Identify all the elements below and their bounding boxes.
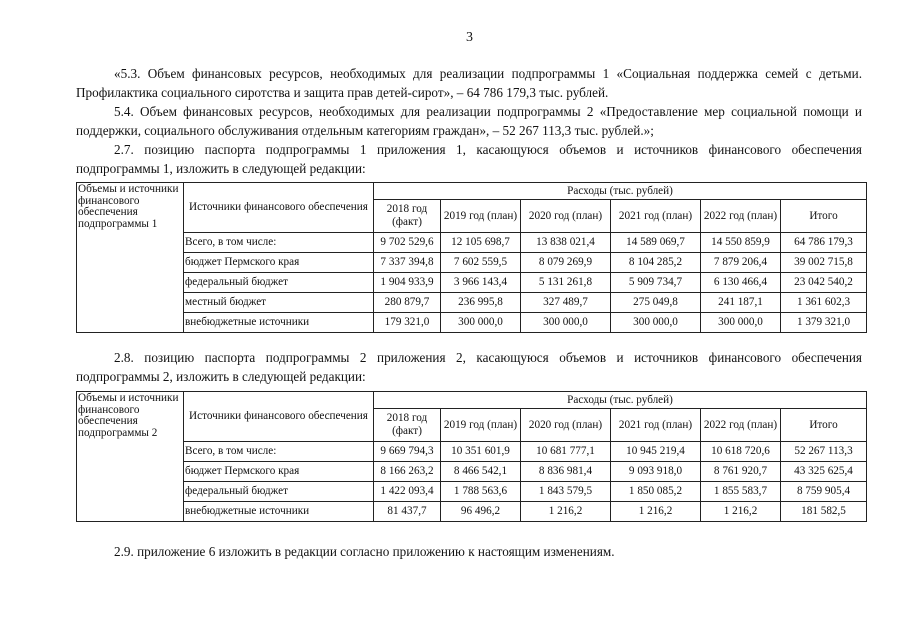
year-header: 2020 год (план): [521, 200, 611, 233]
row-name: бюджет Пермского края: [184, 462, 374, 482]
cell-value: 1 843 579,5: [521, 482, 611, 502]
table-row: [77, 502, 867, 522]
cell-value: 300 000,0: [441, 313, 521, 333]
expenses-header: Расходы (тыс. рублей): [374, 392, 867, 409]
cell-value: 1 904 933,9: [374, 273, 441, 293]
cell-total: 1 361 602,3: [781, 293, 867, 313]
row-name: внебюджетные источники: [184, 502, 374, 522]
cell-value: 9 669 794,3: [374, 442, 441, 462]
table-label: Объемы и источники финансового обеспечения подпрограммы 2: [77, 392, 184, 522]
cell-value: 8 761 920,7: [701, 462, 781, 482]
cell-value: 327 489,7: [521, 293, 611, 313]
cell-value: 1 216,2: [611, 502, 701, 522]
row-name: Всего, в том числе:: [184, 442, 374, 462]
row-name: бюджет Пермского края: [184, 253, 374, 273]
cell-total: 52 267 113,3: [781, 442, 867, 462]
funding-table-subprogram-2: [76, 391, 867, 522]
cell-total: 1 379 321,0: [781, 313, 867, 333]
sources-header: Источники финансового обеспечения: [184, 183, 374, 233]
paragraph-2-8: 2.8. позицию паспорта подпрограммы 2 приложения 2, касающуюся объемов и источников финансового обеспечения подпрограммы 2, изложить в следующей редакции:: [76, 350, 862, 384]
row-name: федеральный бюджет: [184, 482, 374, 502]
cell-value: 10 945 219,4: [611, 442, 701, 462]
row-name: местный бюджет: [184, 293, 374, 313]
cell-total: 181 582,5: [781, 502, 867, 522]
year-header: 2019 год (план): [441, 200, 521, 233]
cell-value: 6 130 466,4: [701, 273, 781, 293]
year-header: 2019 год (план): [441, 409, 521, 442]
cell-value: 9 702 529,6: [374, 233, 441, 253]
year-header: 2021 год (план): [611, 409, 701, 442]
cell-value: 1 850 085,2: [611, 482, 701, 502]
cell-total: 8 759 905,4: [781, 482, 867, 502]
cell-value: 13 838 021,4: [521, 233, 611, 253]
cell-value: 1 788 563,6: [441, 482, 521, 502]
year-header: 2018 год (факт): [374, 409, 441, 442]
table-row: [77, 482, 867, 502]
cell-value: 8 166 263,2: [374, 462, 441, 482]
table-row: [77, 462, 867, 482]
funding-table-subprogram-1: [76, 182, 867, 333]
cell-value: 5 909 734,7: [611, 273, 701, 293]
page-number: 3: [466, 30, 473, 45]
cell-value: 12 105 698,7: [441, 233, 521, 253]
year-header: 2022 год (план): [701, 200, 781, 233]
cell-value: 81 437,7: [374, 502, 441, 522]
cell-value: 14 550 859,9: [701, 233, 781, 253]
cell-value: 10 681 777,1: [521, 442, 611, 462]
cell-value: 275 049,8: [611, 293, 701, 313]
row-name: внебюджетные источники: [184, 313, 374, 333]
cell-total: 23 042 540,2: [781, 273, 867, 293]
table-row: [77, 442, 867, 462]
paragraph-2-9: 2.9. приложение 6 изложить в редакции согласно приложению к настоящим изменениям.: [114, 544, 615, 559]
paragraph-2-7: 2.7. позицию паспорта подпрограммы 1 приложения 1, касающуюся объемов и источников финансового обеспечения подпрограммы 1, изложить в следующей редакции:: [76, 142, 862, 176]
year-header: 2020 год (план): [521, 409, 611, 442]
cell-value: 300 000,0: [611, 313, 701, 333]
cell-value: 9 093 918,0: [611, 462, 701, 482]
table-row: [77, 253, 867, 273]
cell-value: 8 104 285,2: [611, 253, 701, 273]
cell-value: 1 855 583,7: [701, 482, 781, 502]
cell-value: 7 602 559,5: [441, 253, 521, 273]
year-header: 2018 год (факт): [374, 200, 441, 233]
cell-value: 1 216,2: [701, 502, 781, 522]
cell-value: 96 496,2: [441, 502, 521, 522]
cell-value: 1 216,2: [521, 502, 611, 522]
paragraph-5-3: «5.3. Объем финансовых ресурсов, необходимых для реализации подпрограммы 1 «Социальная поддержка семей с детьми. Профилактика социального сиротства и защита прав детей-сирот», – 64 786 179,3 тыс. рублей.: [76, 66, 862, 100]
cell-value: 7 337 394,8: [374, 253, 441, 273]
row-name: Всего, в том числе:: [184, 233, 374, 253]
paragraph-5-4: 5.4. Объем финансовых ресурсов, необходимых для реализации подпрограммы 2 «Предоставление мер социальной помощи и поддержки, социального обслуживания отдельным категориям граждан», – 52 267 113,3 тыс. рублей.»;: [76, 104, 862, 138]
year-header: 2021 год (план): [611, 200, 701, 233]
cell-value: 8 466 542,1: [441, 462, 521, 482]
table-row: [77, 233, 867, 253]
cell-value: 236 995,8: [441, 293, 521, 313]
cell-total: 64 786 179,3: [781, 233, 867, 253]
cell-value: 300 000,0: [701, 313, 781, 333]
table-label: Объемы и источники финансового обеспечения подпрограммы 1: [77, 183, 184, 333]
cell-value: 10 351 601,9: [441, 442, 521, 462]
table-row: [77, 293, 867, 313]
cell-value: 300 000,0: [521, 313, 611, 333]
total-header: Итого: [781, 409, 867, 442]
cell-value: 5 131 261,8: [521, 273, 611, 293]
cell-value: 8 079 269,9: [521, 253, 611, 273]
cell-value: 10 618 720,6: [701, 442, 781, 462]
cell-value: 7 879 206,4: [701, 253, 781, 273]
cell-value: 179 321,0: [374, 313, 441, 333]
cell-value: 8 836 981,4: [521, 462, 611, 482]
cell-value: 14 589 069,7: [611, 233, 701, 253]
cell-value: 3 966 143,4: [441, 273, 521, 293]
cell-total: 39 002 715,8: [781, 253, 867, 273]
sources-header: Источники финансового обеспечения: [184, 392, 374, 442]
cell-total: 43 325 625,4: [781, 462, 867, 482]
expenses-header: Расходы (тыс. рублей): [374, 183, 867, 200]
total-header: Итого: [781, 200, 867, 233]
cell-value: 241 187,1: [701, 293, 781, 313]
table-row: [77, 313, 867, 333]
cell-value: 280 879,7: [374, 293, 441, 313]
year-header: 2022 год (план): [701, 409, 781, 442]
cell-value: 1 422 093,4: [374, 482, 441, 502]
table-row: [77, 273, 867, 293]
row-name: федеральный бюджет: [184, 273, 374, 293]
